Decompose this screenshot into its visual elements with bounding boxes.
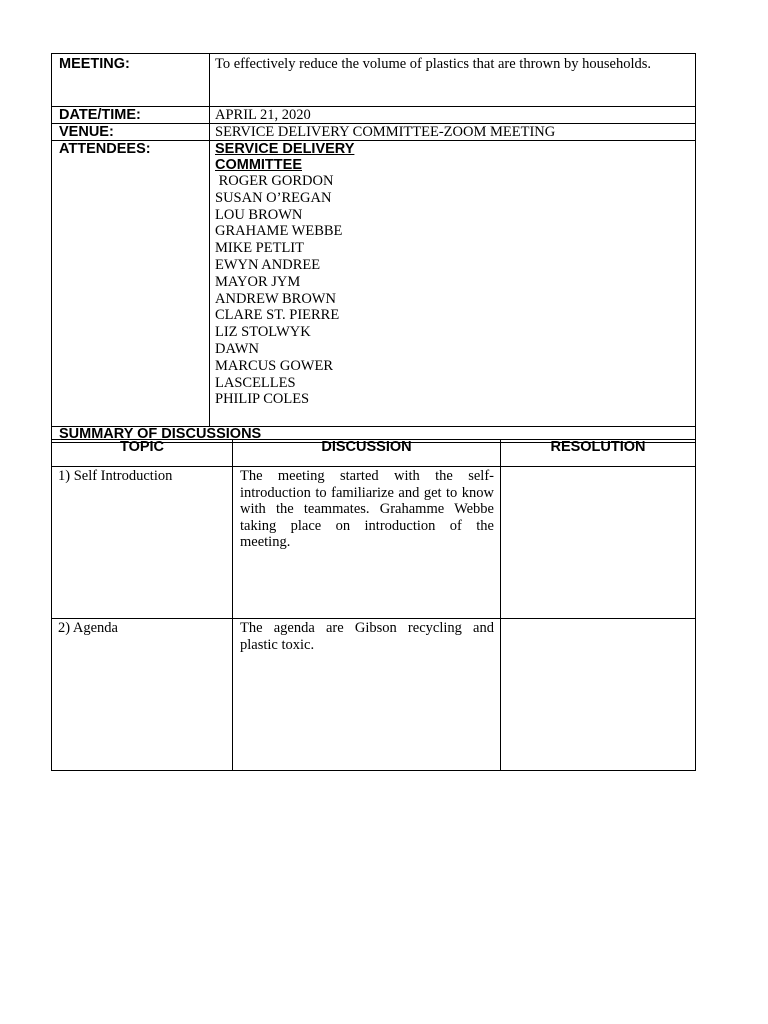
venue-row bbox=[52, 124, 696, 141]
date-row bbox=[52, 107, 696, 124]
meeting-row bbox=[52, 54, 696, 107]
topic-cell: 1) Self Introduction bbox=[52, 467, 233, 619]
attendee-name: ANDREW BROWN bbox=[215, 290, 336, 307]
meeting-value: To effectively reduce the volume of plastics that are thrown by households. bbox=[210, 54, 696, 107]
attendee-name: LASCELLES bbox=[215, 374, 296, 391]
attendee-name: MIKE PETLIT bbox=[215, 240, 304, 257]
column-header-discussion: DISCUSSION bbox=[233, 440, 501, 467]
attendee-name: LOU BROWN bbox=[215, 206, 303, 223]
committee-title-line1: SERVICE DELIVERY bbox=[215, 141, 355, 157]
summary-title: SUMMARY OF DISCUSSIONS bbox=[52, 427, 696, 443]
discussion-cell: The agenda are Gibson recycling and plastic toxic. bbox=[233, 619, 501, 771]
attendees-label: ATTENDEES: bbox=[52, 141, 210, 427]
attendee-name: EWYN ANDREE bbox=[215, 256, 321, 273]
discussion-table bbox=[51, 439, 696, 771]
discussion-header-row bbox=[52, 440, 696, 467]
discussion-cell: The meeting started with the self-introduction to familiarize and get to know with the teammates. Grahamme Webbe taking place on introduction of the meeting. bbox=[233, 467, 501, 619]
attendee-name: DAWN bbox=[215, 340, 259, 357]
venue-value: SERVICE DELIVERY COMMITTEE-ZOOM MEETING bbox=[210, 124, 696, 141]
resolution-cell bbox=[501, 619, 696, 771]
attendee-name: SUSAN O’REGAN bbox=[215, 189, 332, 206]
attendees-row bbox=[52, 141, 696, 427]
date-label: DATE/TIME: bbox=[52, 107, 210, 124]
table-row bbox=[52, 619, 696, 771]
topic-cell: 2) Agenda bbox=[52, 619, 233, 771]
attendee-name: GRAHAME WEBBE bbox=[215, 223, 343, 240]
attendee-name: MARCUS GOWER bbox=[215, 357, 334, 374]
table-row bbox=[52, 467, 696, 619]
attendee-name: LIZ STOLWYK bbox=[215, 324, 311, 341]
column-header-topic: TOPIC bbox=[52, 440, 233, 467]
attendee-name: CLARE ST. PIERRE bbox=[215, 307, 340, 324]
column-header-resolution: RESOLUTION bbox=[501, 440, 696, 467]
committee-title-line2: COMMITTEE bbox=[215, 157, 302, 173]
meeting-label: MEETING: bbox=[52, 54, 210, 107]
meeting-info-table bbox=[51, 53, 696, 443]
venue-label: VENUE: bbox=[52, 124, 210, 141]
attendee-name: ROGER GORDON bbox=[215, 173, 334, 189]
attendee-name: MAYOR JYM bbox=[215, 273, 301, 290]
attendee-name: PHILIP COLES bbox=[215, 391, 310, 408]
attendees-cell bbox=[210, 141, 696, 427]
resolution-cell bbox=[501, 467, 696, 619]
date-value: APRIL 21, 2020 bbox=[210, 107, 696, 124]
